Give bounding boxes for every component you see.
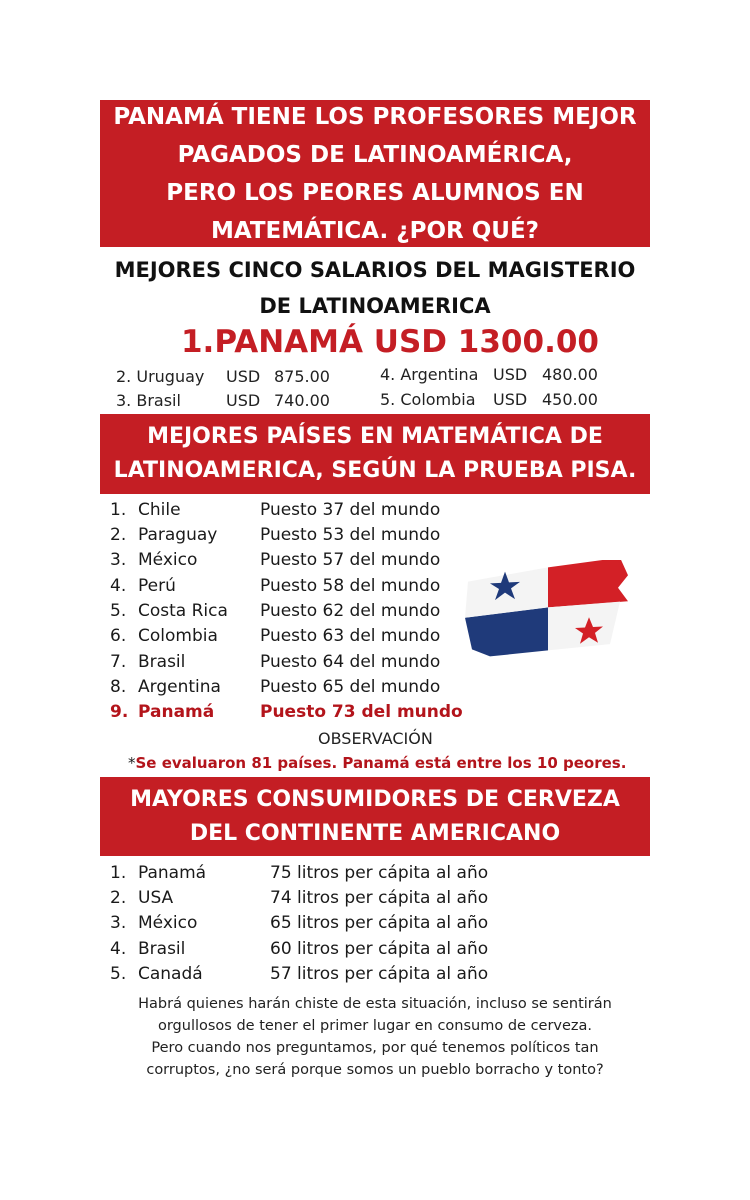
math-row-rank: Puesto 62 del mundo <box>260 601 441 621</box>
math-row-country: México <box>138 550 198 570</box>
math-row-country: Perú <box>138 576 176 596</box>
note-asterisk: * <box>128 754 136 772</box>
math-row-number: 7. <box>110 652 127 672</box>
math-row-number: 4. <box>110 576 127 596</box>
headline-banner <box>100 100 650 247</box>
beer-row-number: 1. <box>110 863 127 883</box>
note-text: Se evaluaron 81 países. Panamá está entre los 10 peores. <box>135 754 627 772</box>
beer-row-country: USA <box>138 888 174 908</box>
beer-row-period: al año <box>436 939 489 959</box>
closing-paragraph <box>110 993 640 1081</box>
math-row-country: Argentina <box>138 677 221 697</box>
math-banner-line: MEJORES PAÍSES EN MATEMÁTICA DE <box>147 424 603 449</box>
salary-heading <box>90 252 660 324</box>
beer-row-period: al año <box>436 964 489 984</box>
beer-row-period: al año <box>436 913 489 933</box>
math-row-country-highlight: Panamá <box>138 702 215 722</box>
math-row-country: Brasil <box>138 652 186 672</box>
math-row-number: 3. <box>110 550 127 570</box>
math-row-number: 1. <box>110 500 127 520</box>
headline-line: MATEMÁTICA. ¿POR QUÉ? <box>210 217 540 244</box>
salary-currency: USD <box>493 390 528 409</box>
headline-line: PANAMÁ TIENE LOS PROFESORES MEJOR <box>113 103 637 130</box>
beer-row-period: al año <box>436 888 489 908</box>
beer-banner-line: MAYORES CONSUMIDORES DE CERVEZA <box>130 786 620 812</box>
beer-row-number: 4. <box>110 939 127 959</box>
first-place-salary: 1.PANAMÁ USD 1300.00 <box>180 324 599 360</box>
headline-line: PERO LOS PEORES ALUMNOS EN <box>166 179 584 206</box>
math-row-number: 5. <box>110 601 127 621</box>
closing-line: Habrá quienes harán chiste de esta situación, incluso se sentirán <box>138 996 612 1012</box>
math-row-rank: Puesto 37 del mundo <box>260 500 441 520</box>
panama-flag-icon <box>460 560 635 665</box>
salary-country: 3. Brasil <box>116 391 181 410</box>
beer-row-country: Panamá <box>138 863 207 883</box>
beer-row-amount: 75 litros per cápita <box>270 863 431 883</box>
salary-currency: USD <box>226 391 261 410</box>
beer-row-amount: 57 litros per cápita <box>270 964 431 984</box>
salary-amount: 740.00 <box>274 391 330 410</box>
closing-line: orgullosos de tener el primer lugar en consumo de cerveza. <box>157 1018 593 1034</box>
math-row-country: Costa Rica <box>138 601 228 621</box>
beer-row-period: al año <box>436 863 489 883</box>
math-row-rank: Puesto 57 del mundo <box>260 550 441 570</box>
beer-row-number: 2. <box>110 888 127 908</box>
math-row-rank: Puesto 58 del mundo <box>260 576 441 596</box>
salary-country: 2. Uruguay <box>116 367 205 386</box>
salary-amount: 480.00 <box>542 365 598 384</box>
salary-currency: USD <box>226 367 261 386</box>
beer-banner <box>100 777 650 856</box>
salary-amount: 875.00 <box>274 367 330 386</box>
math-row-rank: Puesto 53 del mundo <box>260 525 441 545</box>
beer-row-number: 3. <box>110 913 127 933</box>
math-row-rank: Puesto 65 del mundo <box>260 677 441 697</box>
beer-row-amount: 60 litros per cápita <box>270 939 431 959</box>
observation-note <box>128 754 626 772</box>
closing-line: Pero cuando nos preguntamos, por qué tenemos políticos tan <box>151 1040 599 1056</box>
math-banner <box>100 414 650 494</box>
math-row-number: 6. <box>110 626 127 646</box>
beer-row-number: 5. <box>110 964 127 984</box>
math-row-number-highlight: 9. <box>110 702 129 722</box>
salary-country: 5. Colombia <box>380 390 476 409</box>
salary-heading-line: DE LATINOAMERICA <box>259 294 491 318</box>
math-row-country: Paraguay <box>138 525 218 545</box>
math-row-country: Chile <box>138 500 181 520</box>
salary-currency: USD <box>493 365 528 384</box>
math-row-rank: Puesto 63 del mundo <box>260 626 441 646</box>
math-row-rank-highlight: Puesto 73 del mundo <box>260 702 463 722</box>
salary-amount: 450.00 <box>542 390 598 409</box>
beer-row-country: Canadá <box>138 964 203 984</box>
math-row-number: 8. <box>110 677 127 697</box>
salary-country: 4. Argentina <box>380 365 479 384</box>
closing-line: corruptos, ¿no será porque somos un pueblo borracho y tonto? <box>146 1062 604 1078</box>
observation-label: OBSERVACIÓN <box>318 729 433 748</box>
beer-banner-line: DEL CONTINENTE AMERICANO <box>189 820 561 846</box>
math-banner-line: LATINOAMERICA, SEGÚN LA PRUEBA PISA. <box>113 458 637 483</box>
beer-row-country: México <box>138 913 198 933</box>
beer-row-amount: 65 litros per cápita <box>270 913 431 933</box>
beer-row-amount: 74 litros per cápita <box>270 888 431 908</box>
math-row-country: Colombia <box>138 626 218 646</box>
math-row-rank: Puesto 64 del mundo <box>260 652 441 672</box>
beer-row-country: Brasil <box>138 939 186 959</box>
math-row-number: 2. <box>110 525 127 545</box>
salary-heading-line: MEJORES CINCO SALARIOS DEL MAGISTERIO <box>114 258 636 282</box>
headline-line: PAGADOS DE LATINOAMÉRICA, <box>177 141 573 168</box>
